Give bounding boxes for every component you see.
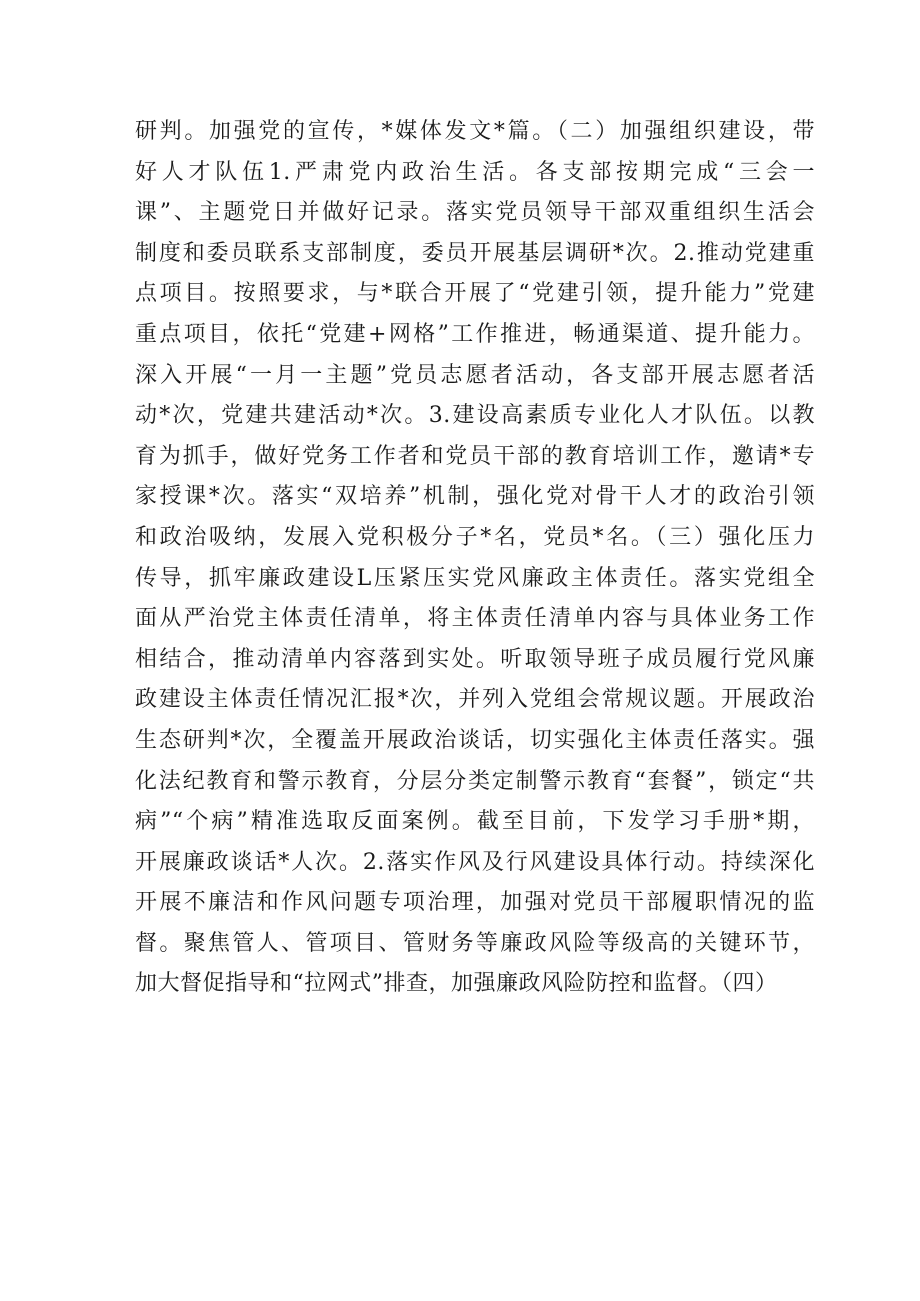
text-line: 家授课*次。落实“双培养”机制，强化党对骨干人才的政治引领	[135, 484, 815, 510]
text-line: 督。聚焦管人、管项目、管财务等廉政风险等级高的关键环节，	[135, 930, 815, 956]
text-line: 生态研判*次，全覆盖开展政治谈话，切实强化主体责任落实。强	[135, 727, 815, 753]
text-line: 开展廉政谈话*人次。2.落实作风及行风建设具体行动。持续深化	[135, 849, 815, 875]
text-line: 政建设主体责任情况汇报*次，并列入党组会常规议题。开展政治	[135, 687, 815, 713]
text-line: 相结合，推动清单内容落到实处。听取领导班子成员履行党风廉	[135, 646, 815, 672]
text-line: 制度和委员联系支部制度，委员开展基层调研*次。2.推动党建重	[135, 240, 815, 266]
text-line: 好人才队伍1.严肃党内政治生活。各支部按期完成“三会一	[135, 159, 815, 185]
text-line: 开展不廉洁和作风问题专项治理，加强对党员干部履职情况的监	[135, 890, 815, 916]
text-line: 点项目。按照要求，与*联合开展了“党建引领，提升能力”党建	[135, 281, 815, 307]
text-line: 传导，抓牢廉政建设L压紧压实党风廉政主体责任。落实党组全	[135, 565, 815, 591]
text-line: 加大督促指导和“拉网式”排查，加强廉政风险防控和监督。（四）	[135, 971, 778, 997]
text-line: 重点项目，依托“党建+网格”工作推进，畅通渠道、提升能力。	[135, 321, 815, 347]
text-line: 病”“个病”精准选取反面案例。截至目前，下发学习手册*期，	[135, 809, 815, 835]
body-text	[135, 112, 815, 1005]
text-line: 课”、主题党日并做好记录。落实党员领导干部双重组织生活会	[135, 200, 815, 226]
text-line: 面从严治党主体责任清单，将主体责任清单内容与具体业务工作	[135, 606, 815, 632]
text-line: 动*次，党建共建活动*次。3.建设高素质专业化人才队伍。以教	[135, 403, 815, 429]
text-line: 研判。加强党的宣传，*媒体发文*篇。（二）加强组织建设，带	[135, 119, 815, 144]
text-line: 深入开展“一月一主题”党员志愿者活动，各支部开展志愿者活	[135, 362, 815, 388]
text-line: 和政治吸纳，发展入党积极分子*名，党员*名。（三）强化压力	[135, 524, 815, 550]
text-line: 化法纪教育和警示教育，分层分类定制警示教育“套餐”，锁定“共	[135, 768, 815, 794]
text-line: 育为抓手，做好党务工作者和党员干部的教育培训工作，邀请*专	[135, 443, 815, 469]
